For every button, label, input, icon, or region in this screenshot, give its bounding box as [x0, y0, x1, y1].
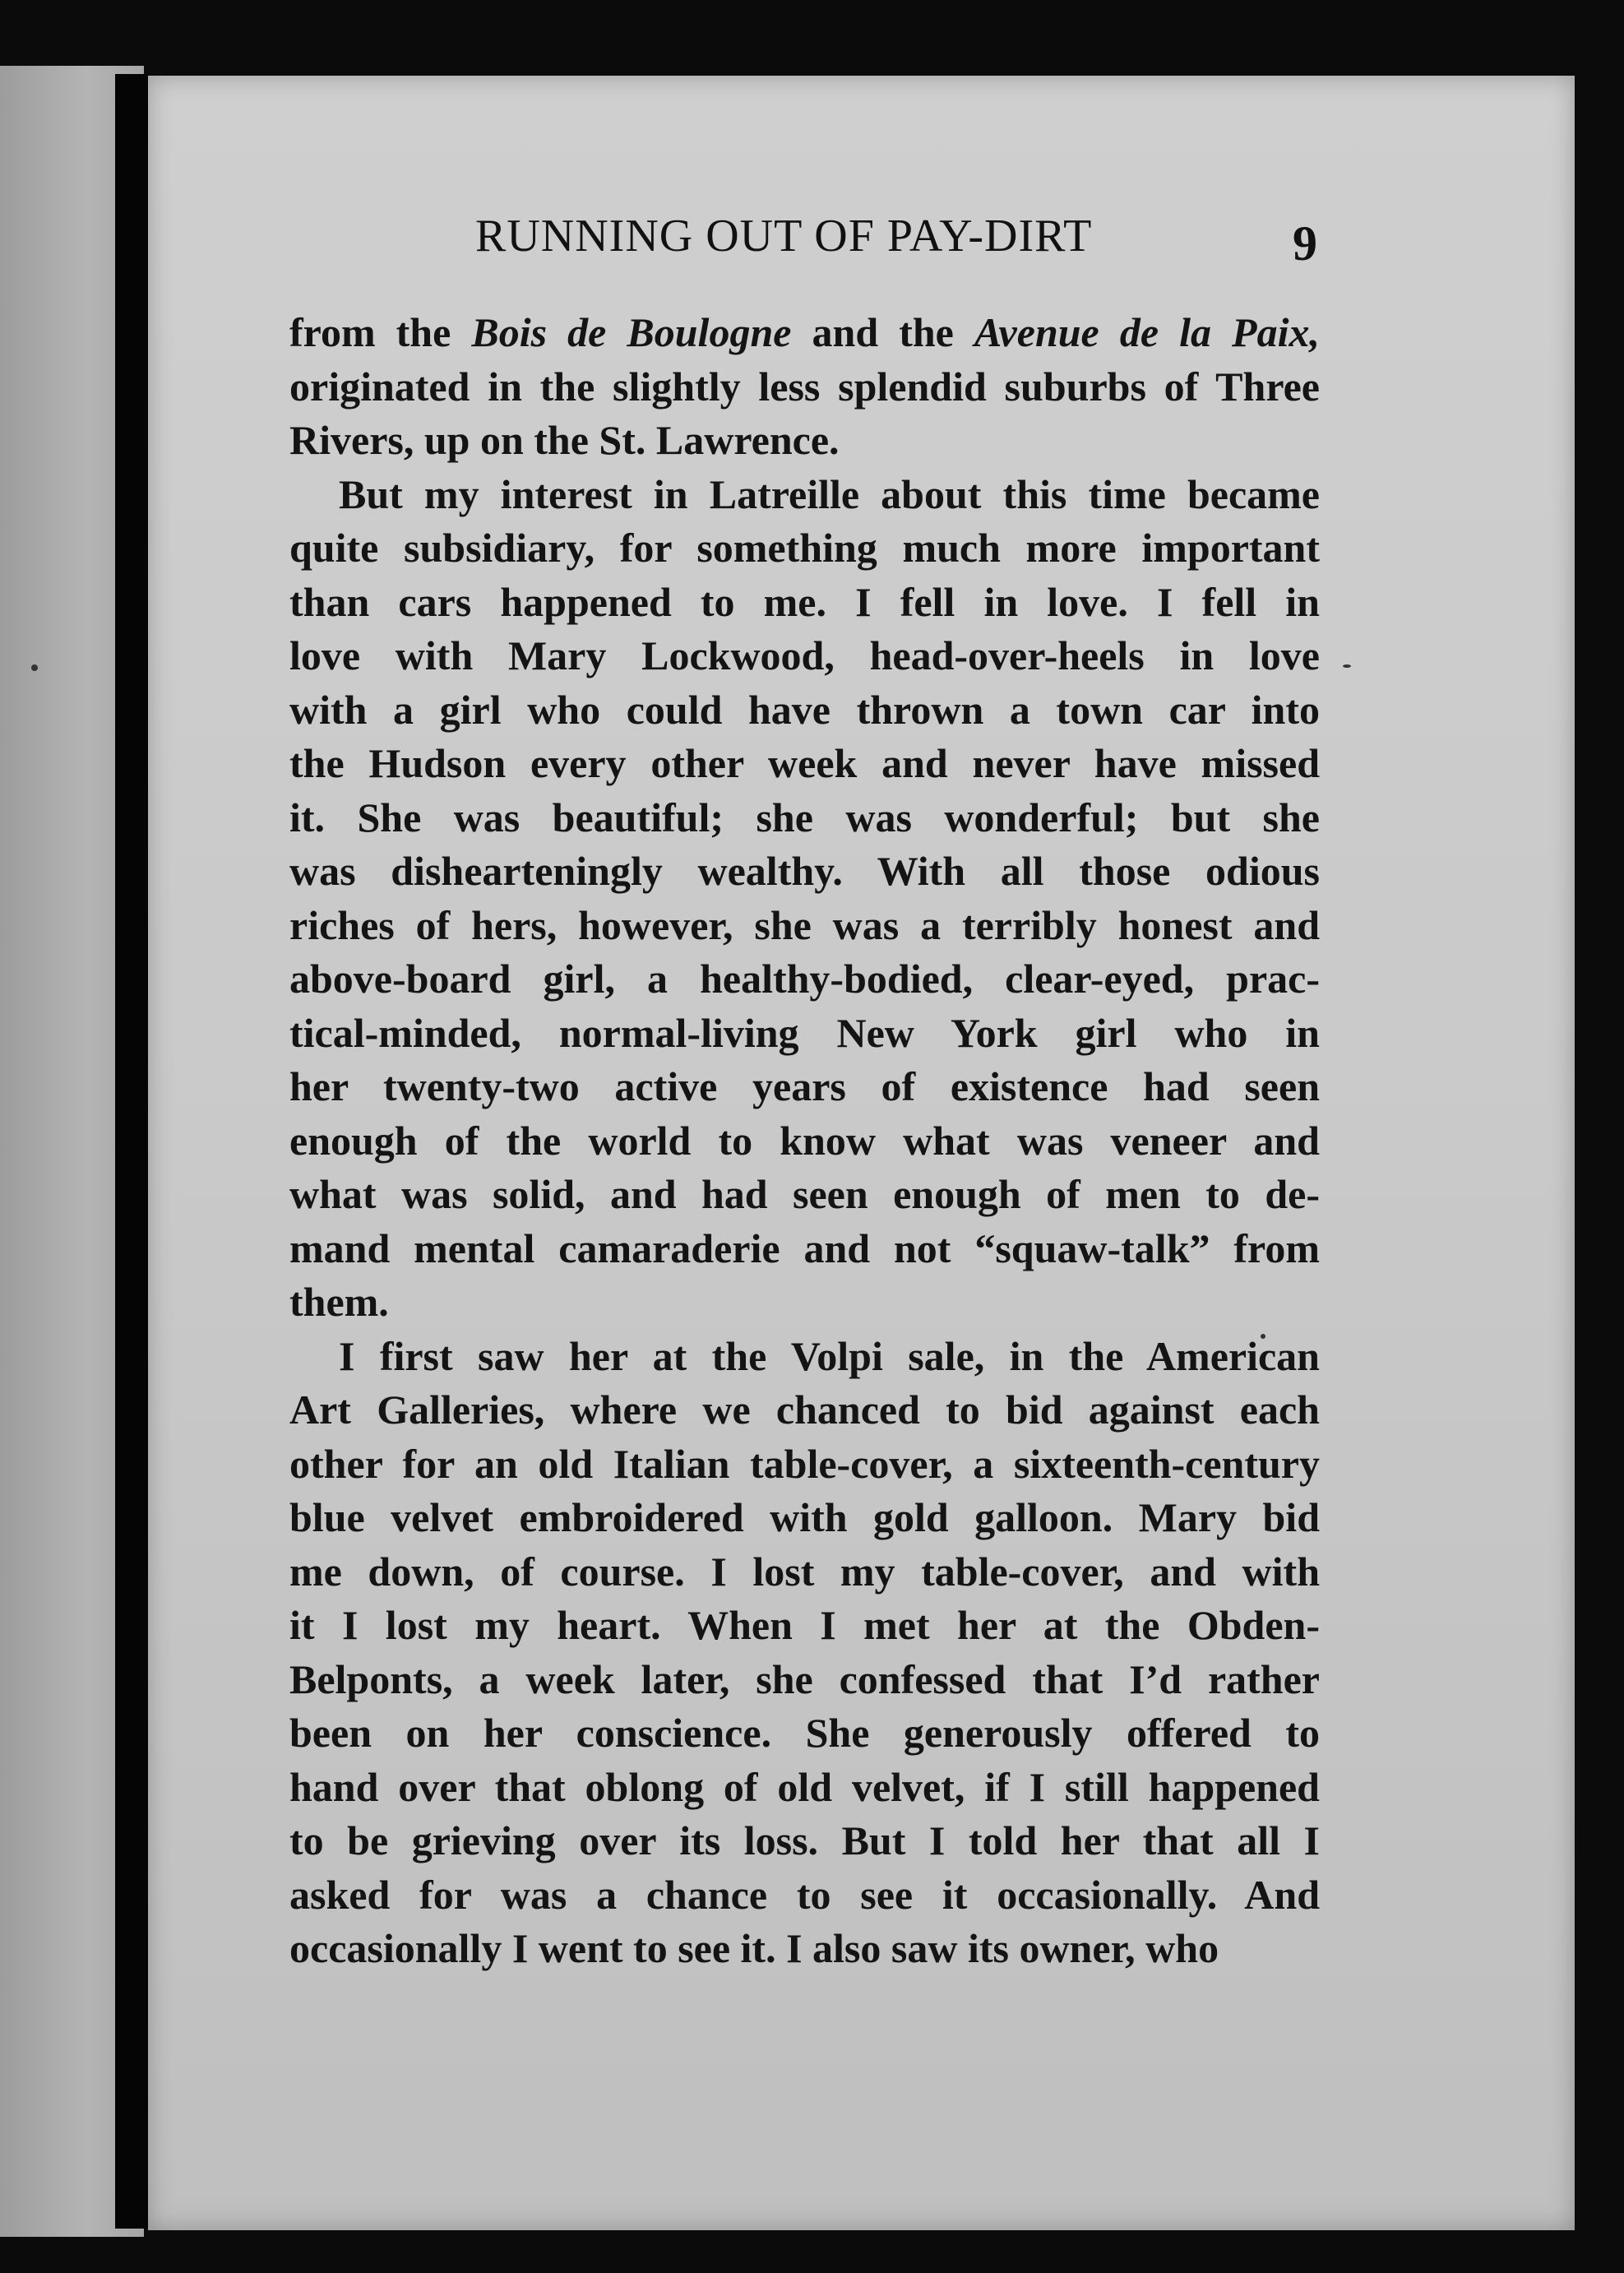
text-segment: love with Mary Lockwood, head-over-heels in love [289, 632, 1320, 678]
text-segment: originated in the slightly less splendid suburbs of Three [289, 363, 1320, 410]
text-line [289, 1814, 1320, 1868]
text-segment: tical-minded, normal-living New York girl who in [289, 1009, 1320, 1056]
scan-speck [31, 664, 38, 671]
paragraph [289, 468, 1320, 1330]
text-segment: I first saw her at the Volpi sale, in the American [339, 1332, 1320, 1379]
text-line [289, 1383, 1320, 1437]
text-line [289, 1653, 1320, 1707]
text-line [289, 737, 1320, 791]
text-segment: other for an old Italian table-cover, a sixteenth-century [289, 1440, 1320, 1487]
text-segment: But my interest in Latreille about this time became [339, 470, 1320, 517]
book-gutter [115, 74, 148, 2229]
text-line [289, 1275, 1320, 1330]
text-line [289, 1007, 1320, 1061]
text-segment: occasionally I went to see it. I also saw its owner, who [289, 1925, 1219, 1971]
text-segment: was dishearteningly wealthy. With all those odious [289, 848, 1320, 894]
body-text [289, 306, 1320, 1976]
text-segment: quite subsidiary, for something much more important [289, 525, 1320, 571]
paragraph [289, 306, 1320, 468]
text-segment: from the [289, 309, 472, 355]
running-head: RUNNING OUT OF PAY-DIRT [475, 211, 1093, 262]
text-line [289, 1868, 1320, 1923]
italic-text: Avenue de la Paix, [974, 309, 1320, 355]
text-line [289, 1114, 1320, 1169]
text-segment: hand over that oblong of old velvet, if I still happened [289, 1763, 1320, 1810]
text-line [289, 1168, 1320, 1222]
text-segment: it I lost my heart. When I met her at the Obden- [289, 1602, 1320, 1648]
text-line [289, 1437, 1320, 1492]
text-line [289, 576, 1320, 630]
text-segment: and the [791, 309, 974, 355]
text-segment: than cars happened to me. I fell in love. I fell in [289, 578, 1320, 625]
text-line [289, 414, 1320, 468]
paragraph [289, 1330, 1320, 1976]
text-segment: her twenty-two active years of existence had seen [289, 1063, 1320, 1109]
text-segment: me down, of course. I lost my table-cover, and with [289, 1548, 1320, 1595]
italic-text: Bois de Boulogne [471, 309, 792, 355]
text-line [289, 791, 1320, 845]
text-line [289, 306, 1320, 360]
text-line [289, 360, 1320, 414]
text-segment: it. She was beautiful; she was wonderful; but she [289, 794, 1320, 840]
page-number: 9 [1293, 216, 1317, 271]
text-line [289, 1330, 1320, 1384]
text-segment: them. [289, 1279, 389, 1325]
text-segment: Belponts, a week later, she confessed that I’d rather [289, 1655, 1320, 1702]
text-segment: Art Galleries, where we chanced to bid against each [289, 1386, 1320, 1433]
text-segment: been on her conscience. She generously offered to [289, 1710, 1320, 1756]
text-line [289, 629, 1320, 683]
text-segment: the Hudson every other week and never have missed [289, 740, 1320, 786]
text-segment: asked for was a chance to see it occasionally. And [289, 1871, 1320, 1918]
text-segment: to be grieving over its loss. But I told her that all I [289, 1817, 1320, 1863]
text-segment: above-board girl, a healthy-bodied, clear-eyed, prac- [289, 956, 1320, 1002]
text-segment: enough of the world to know what was veneer and [289, 1117, 1320, 1164]
text-line [289, 521, 1320, 576]
text-line [289, 1222, 1320, 1276]
text-segment: blue velvet embroidered with gold galloon. Mary bid [289, 1494, 1320, 1540]
text-line [289, 1599, 1320, 1653]
text-line [289, 1761, 1320, 1815]
text-line [289, 1060, 1320, 1114]
scan-speck [1343, 664, 1351, 668]
text-segment: what was solid, and had seen enough of men to de- [289, 1171, 1320, 1217]
text-segment: mand mental camaraderie and not “squaw-talk” from [289, 1224, 1320, 1271]
text-line [289, 1491, 1320, 1545]
text-line [289, 952, 1320, 1007]
text-line [289, 1922, 1320, 1976]
text-line [289, 1545, 1320, 1599]
text-line [289, 845, 1320, 899]
text-segment: riches of hers, however, she was a terribly honest and [289, 901, 1320, 948]
text-segment: with a girl who could have thrown a town car into [289, 686, 1320, 733]
text-segment: Rivers, up on the St. Lawrence. [289, 417, 840, 463]
text-line [289, 899, 1320, 953]
text-line [289, 683, 1320, 738]
text-line [289, 468, 1320, 522]
text-line [289, 1706, 1320, 1761]
